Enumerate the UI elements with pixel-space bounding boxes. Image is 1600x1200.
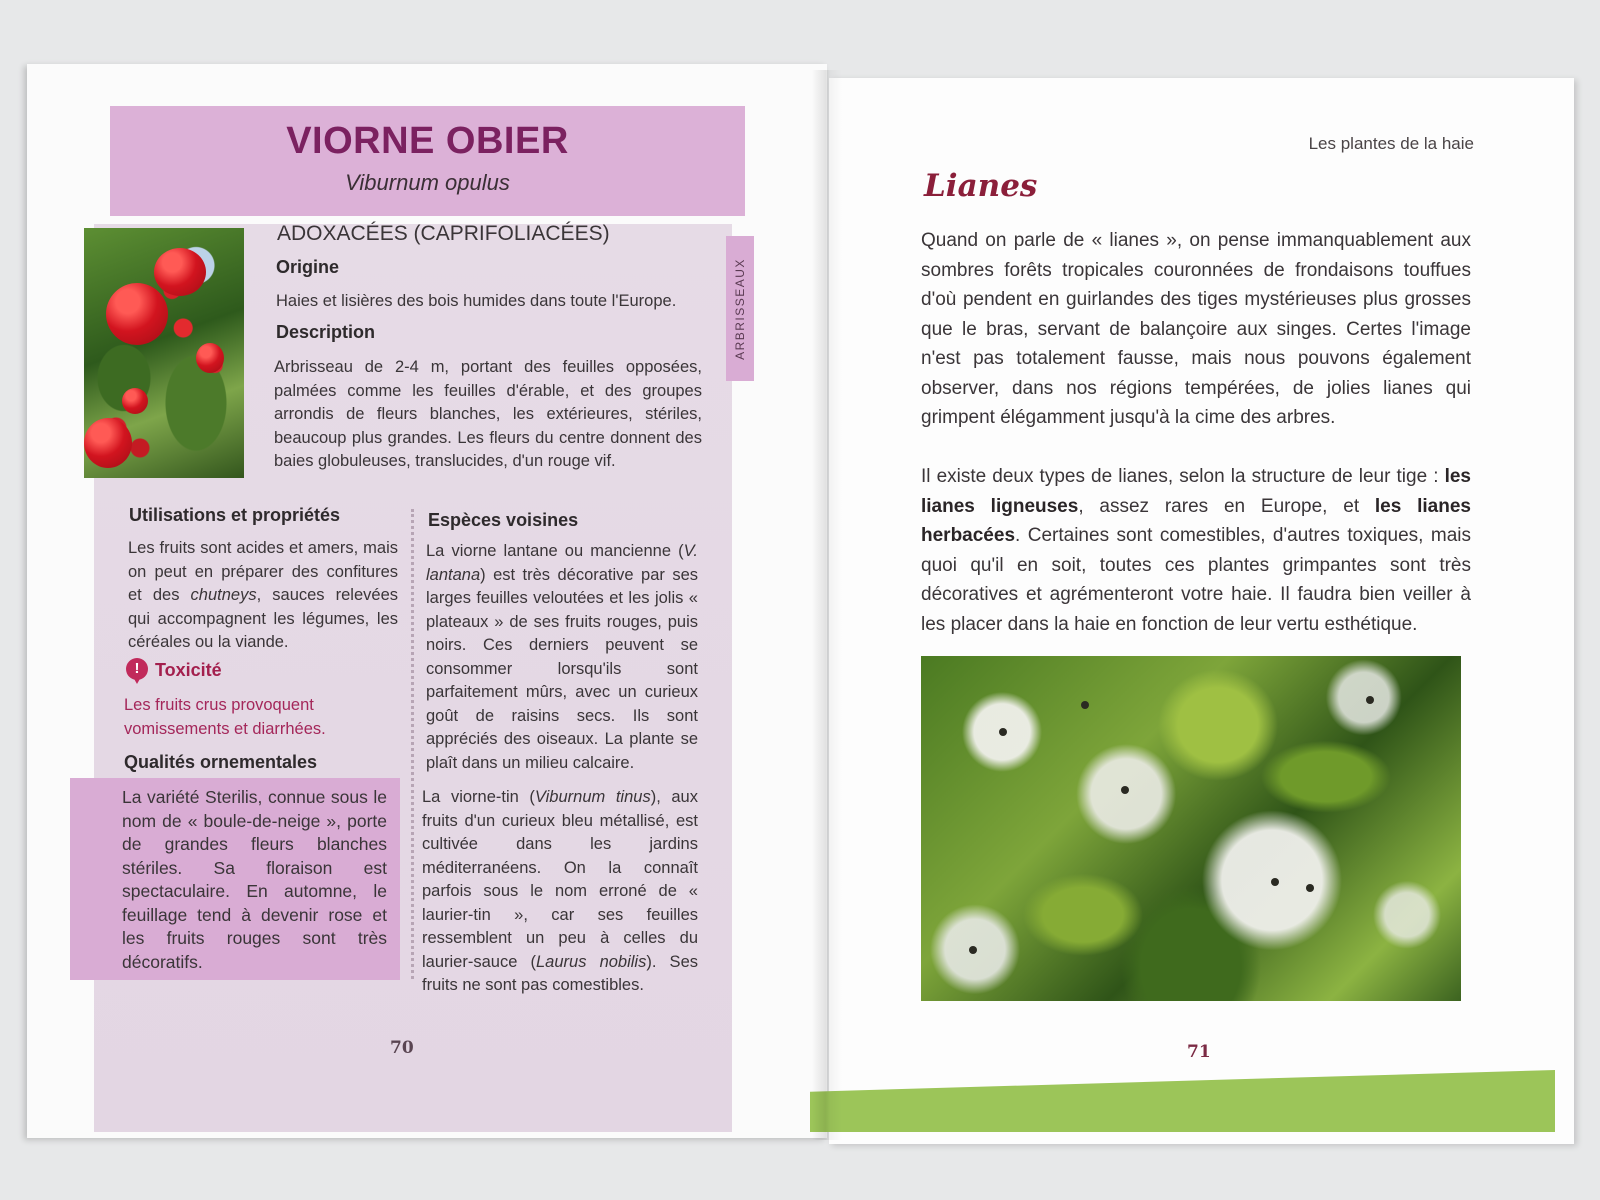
qualites-text: La variété Sterilis, connue sous le nom de « boule-de-neige », porte de grandes fleurs blanches stériles. Sa floraison est spectaculaire. En automne, le feuillage tend à devenir rose et les fruits rouges sont très décoratifs.	[122, 787, 387, 972]
berries-photo	[84, 228, 244, 478]
plant-family: ADOXACÉES (CAPRIFOLIACÉES)	[277, 222, 610, 245]
description-heading: Description	[276, 322, 376, 342]
right-page	[829, 78, 1574, 1144]
category-tab-label: ARBRISSEAUX	[733, 257, 747, 360]
page-title: VIORNE OBIER	[286, 120, 569, 162]
page-number-left: 70	[390, 1038, 414, 1058]
description-text: Arbrisseau de 2-4 m, portant des feuilles opposées, palmées comme les feuilles d'érable, et des groupes arrondis de fleurs blanches, les extérieures, stériles, beaucoup plus grandes. Les fleurs du centre donnent des baies globuleuses, translucides, d'un rouge vif.	[274, 358, 702, 470]
utilisations-heading: Utilisations et propriétés	[129, 505, 341, 525]
column-divider	[411, 509, 414, 979]
qualites-heading: Qualités ornementales	[124, 752, 318, 772]
toxicite-heading: Toxicité	[155, 660, 222, 680]
especes-heading: Espèces voisines	[428, 510, 579, 530]
green-footer-band	[810, 1070, 1555, 1132]
origine-text: Haies et lisières des bois humides dans toute l'Europe.	[276, 292, 677, 310]
qualites-box	[70, 778, 400, 980]
category-tab	[726, 236, 754, 381]
section-heading: Lianes	[924, 168, 1038, 204]
especes-text-2: La viorne-tin (Viburnum tinus), aux fruits d'un curieux bleu métallisé, est cultivée dans les jardins méditerranéens. On la connaît parfois sous le nom erroné de « laurier-tin », car ses feuilles ressemblent un peu à celles du laurier-sauce (Laurus nobilis). Ses fruits ne sont pas comestibles.	[422, 788, 698, 994]
page-number-right: 71	[1187, 1042, 1211, 1062]
origine-heading: Origine	[276, 257, 340, 277]
exclamation-icon: !	[126, 658, 148, 680]
utilisations-text: Les fruits sont acides et amers, mais on peut en préparer des confitures et des chutneys, sauces relevées qui accompagnent les légumes, les céréales ou la viande.	[128, 539, 398, 651]
latin-name: Viburnum opulus	[345, 170, 510, 195]
title-band	[110, 106, 745, 216]
running-head: Les plantes de la haie	[1308, 134, 1474, 153]
especes-text-1: La viorne lantane ou mancienne (V. lantana) est très décorative par ses larges feuilles veloutées et les jolis « plateaux » de ses fruits rouges, puis noirs. Ces derniers peuvent se consommer lorsqu'ils sont parfaitement mûrs, avec un curieux goût de raisins secs. Ils sont appréciés des oiseaux. La plante se plaît dans un milieu calcaire.	[426, 542, 698, 772]
lianes-paragraph-2: Il existe deux types de lianes, selon la structure de leur tige : les lianes ligneuses, assez rares en Europe, et les lianes herbacées. Certaines sont comestibles, d'autres toxiques, mais quoi qu'il en soit, toutes ces plantes grimpantes sont très décoratives et agrémenteront votre haie. Il faudra bien veiller à les placer dans la haie en fonction de leur vertu esthétique.	[921, 466, 1471, 635]
lianes-paragraph-1: Quand on parle de « lianes », on pense immanquablement aux sombres forêts tropicales couronnées de frondaisons touffues d'où pendent en guirlandes des tiges mystérieuses plus grosses que le bras, servant de balançoire aux singes. Certes l'image n'est pas totalement fausse, mais nous pouvons également observer, dans nos régions tempérées, de jolies lianes qui grimpent élégamment jusqu'à la cime des arbres.	[921, 230, 1471, 428]
left-page	[27, 64, 827, 1138]
toxicite-text: Les fruits crus provoquent vomissements et diarrhées.	[124, 696, 326, 738]
clematis-photo	[921, 656, 1461, 1001]
